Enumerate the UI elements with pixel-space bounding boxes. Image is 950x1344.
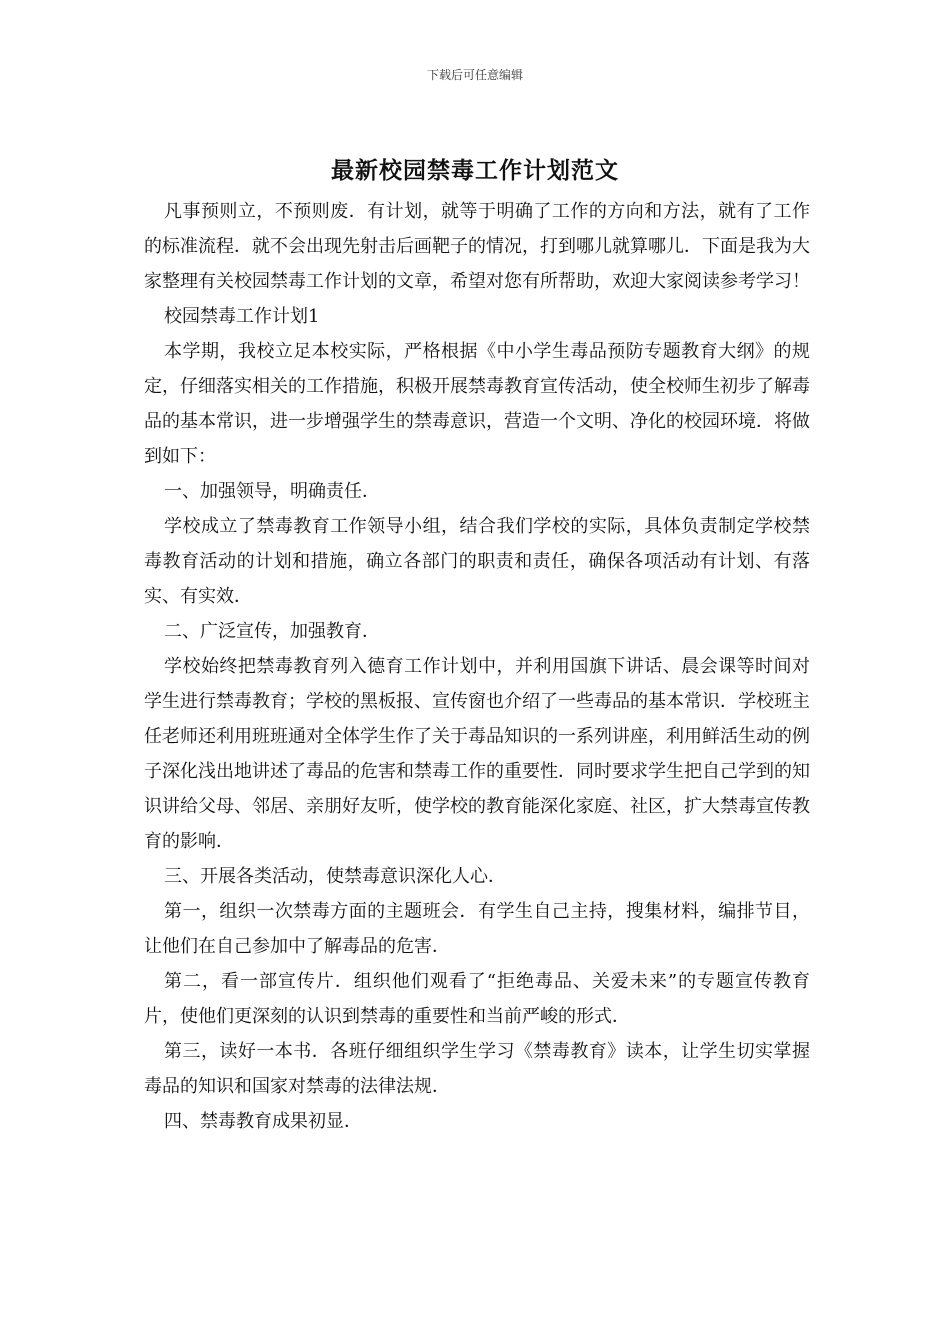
- section-heading: 四、禁毒教育成果初显．: [164, 1111, 362, 1132]
- paragraph-intro: 凡事预则立，不预则废．有计划，就等于明确了工作的方向和方法，就有了工作的标准流程．就不会出现先射击后画靶子的情况，打到哪儿就算哪儿．下面是我为大家整理有关校园禁毒工作计划的文章，希望对您有所帮助，欢迎大家阅读参考学习！: [144, 201, 810, 292]
- paragraph: 本学期，我校立足本校实际，严格根据《中小学生毒品预防专题教育大纲》的规定，仔细落实相关的工作措施，积极开展禁毒教育宣传活动，使全校师生初步了解毒品的基本常识，进一步增强学生的禁毒意识，营造一个文明、净化的校园环境．将做到如下：: [144, 341, 810, 467]
- section-heading-plan-1: 校园禁毒工作计划1: [164, 306, 320, 327]
- paragraph: 第三，读好一本书．各班仔细组织学生学习《禁毒教育》读本，让学生切实掌握毒品的知识和国家对禁毒的法律法规．: [144, 1041, 810, 1097]
- paragraph: 第一，组织一次禁毒方面的主题班会．有学生自己主持，搜集材料，编排节目，让他们在自己参加中了解毒品的危害．: [144, 901, 810, 957]
- document-title: 最新校园禁毒工作计划范文: [331, 157, 619, 184]
- section-heading: 一、加强领导，明确责任．: [164, 481, 380, 502]
- section-heading: 三、开展各类活动，使禁毒意识深化人心．: [164, 866, 506, 887]
- document-body: [144, 194, 810, 1139]
- paragraph: 第二，看一部宣传片．组织他们观看了“拒绝毒品、关爱未来”的专题宣传教育片，使他们更深刻的认识到禁毒的重要性和当前严峻的形式．: [144, 971, 810, 1027]
- section-heading: 二、广泛宣传，加强教育．: [164, 621, 380, 642]
- paragraph: 学校始终把禁毒教育列入德育工作计划中，并利用国旗下讲话、晨会课等时间对学生进行禁毒教育；学校的黑板报、宣传窗也介绍了一些毒品的基本常识．学校班主任老师还利用班班通对全体学生作了关于毒品知识的一系列讲座，利用鲜活生动的例子深化浅出地讲述了毒品的危害和禁毒工作的重要性．同时要求学生把自己学到的知识讲给父母、邻居、亲朋好友听，使学校的教育能深化家庭、社区，扩大禁毒宣传教育的影响．: [144, 656, 810, 852]
- paragraph: 学校成立了禁毒教育工作领导小组，结合我们学校的实际，具体负责制定学校禁毒教育活动的计划和措施，确立各部门的职责和责任，确保各项活动有计划、有落实、有实效．: [144, 516, 810, 607]
- header-note: 下载后可任意编辑: [426, 68, 523, 82]
